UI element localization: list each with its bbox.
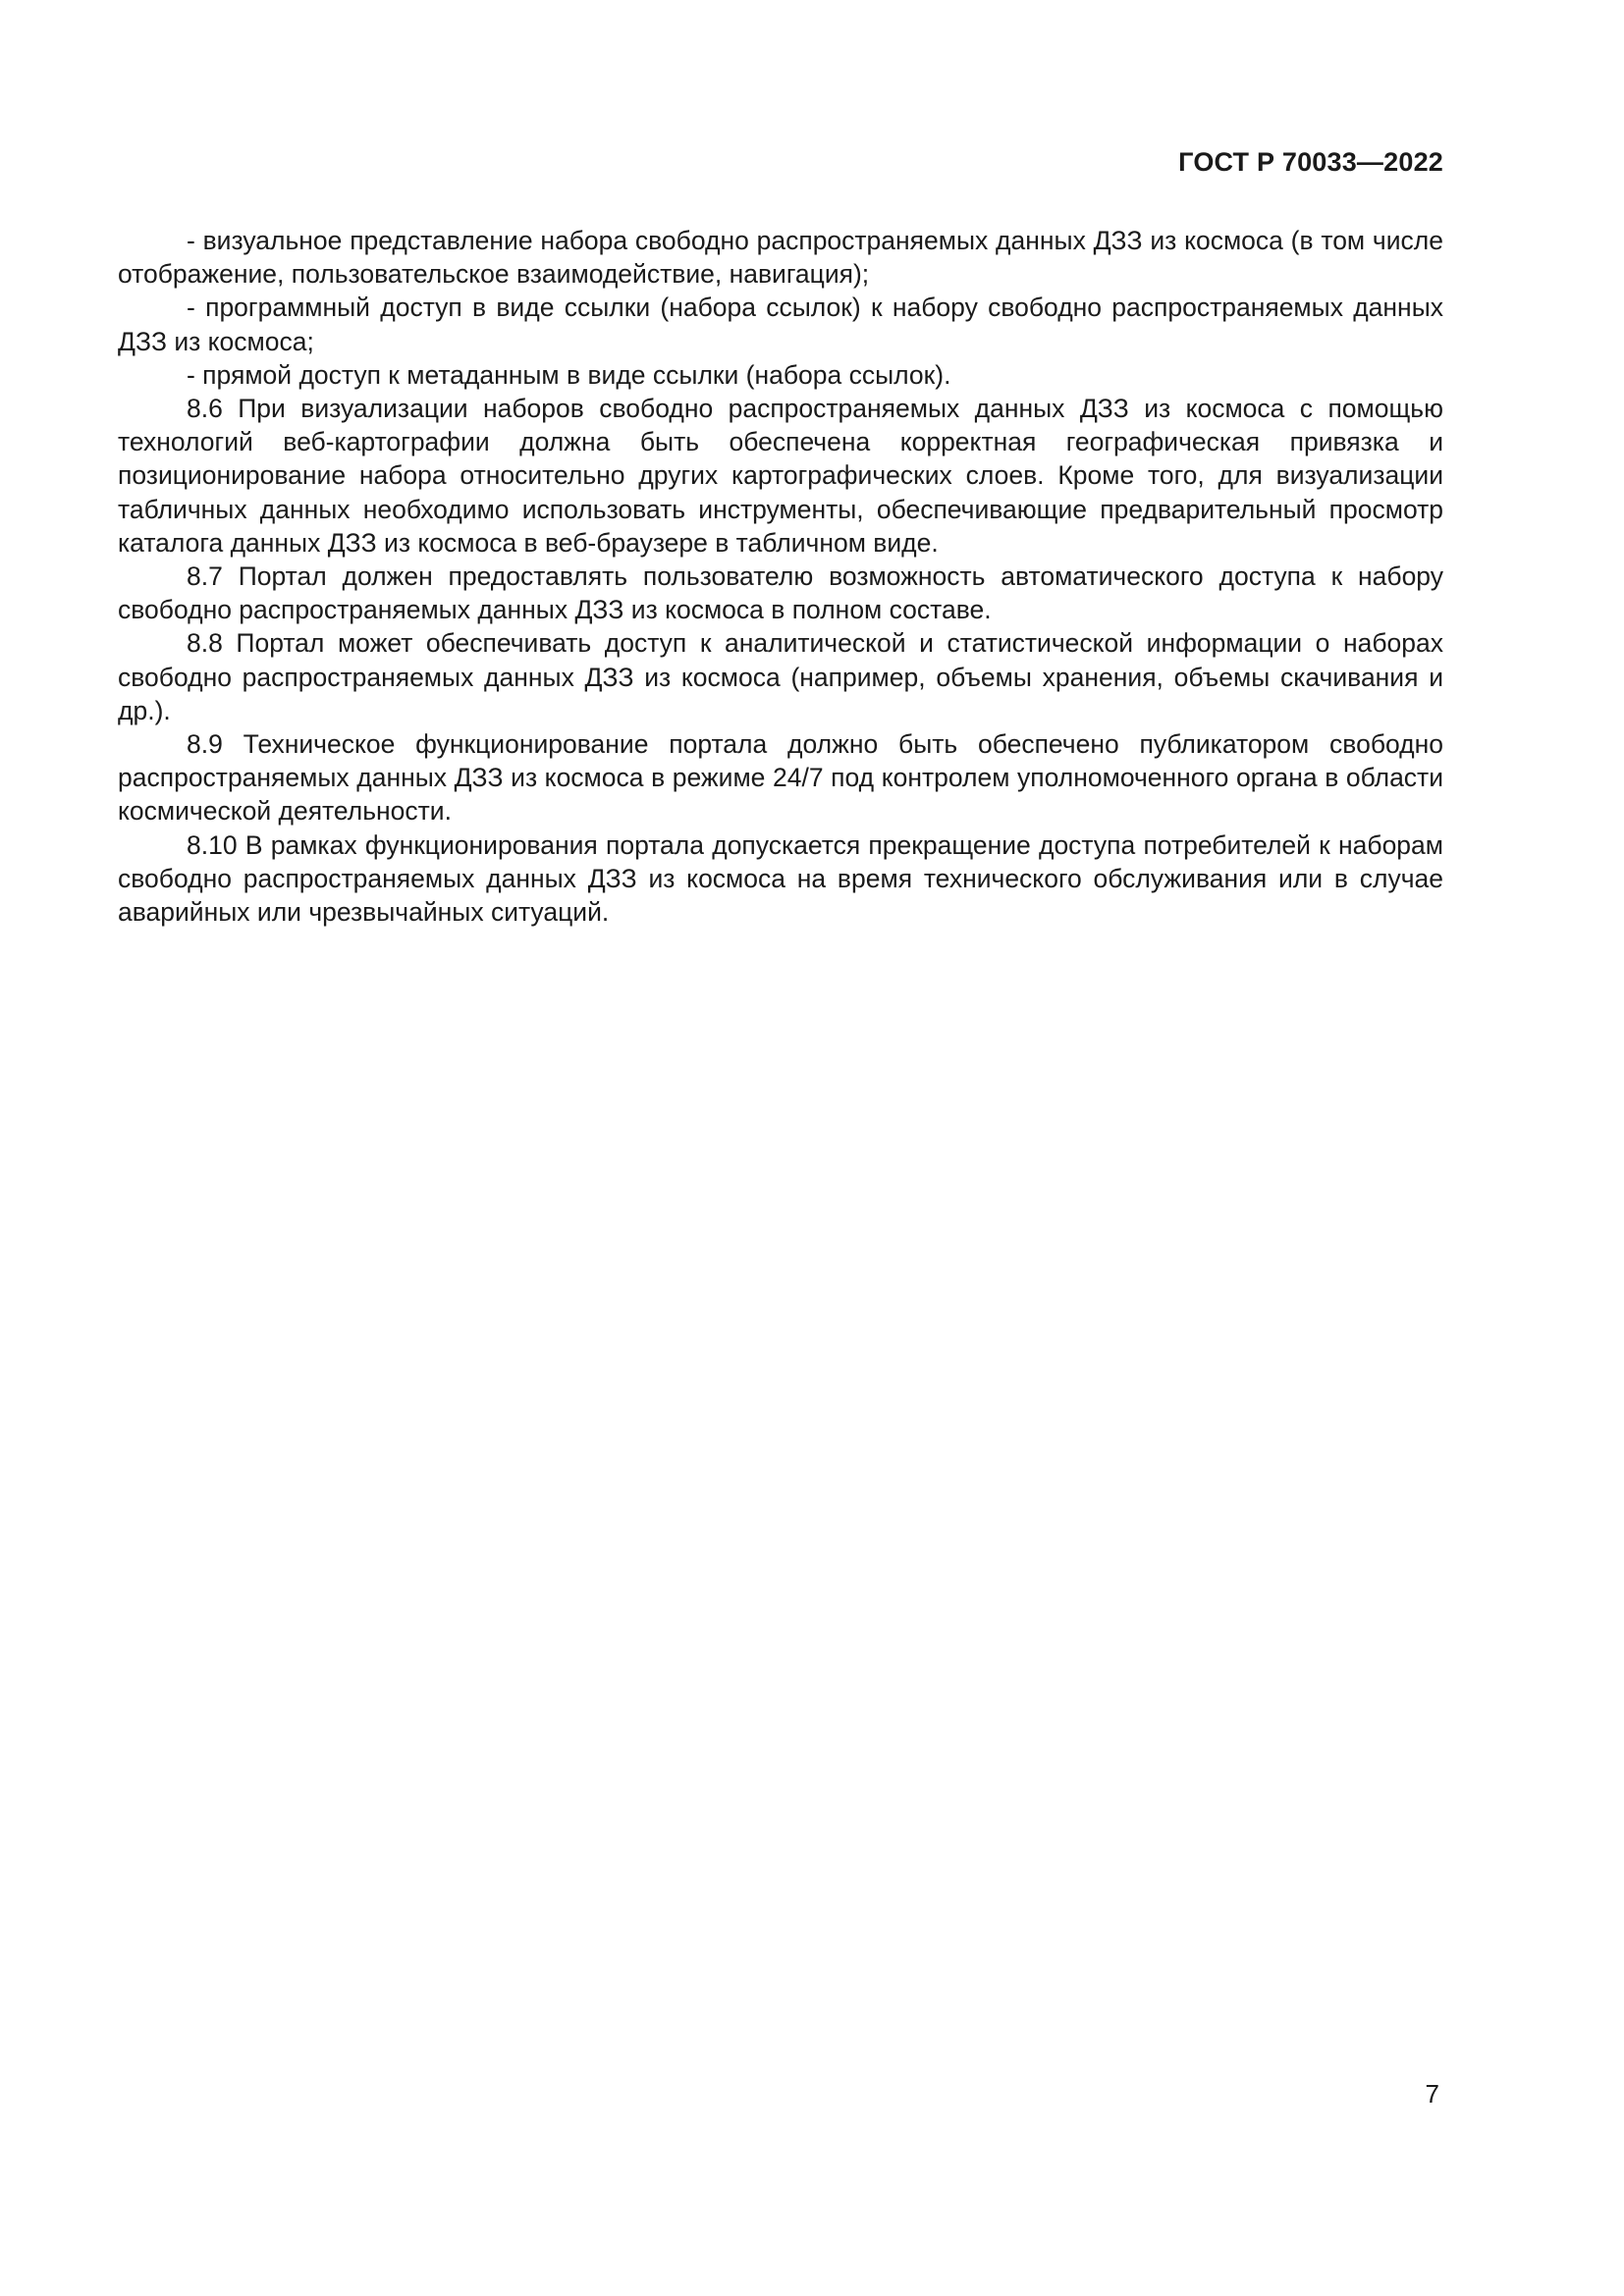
clause-8-8: 8.8 Портал может обеспечивать доступ к аналитической и статистической информации о наборах свободно распространяемых данных ДЗЗ из космоса (например, объемы хранения, объемы скачивания и др.). bbox=[118, 628, 1443, 725]
list-item-metadata-access: - прямой доступ к метаданным в виде ссылки (набора ссылок). bbox=[187, 359, 951, 390]
clause-8-6: 8.6 При визуализации наборов свободно распространяемых данных ДЗЗ из космоса с помощью технологий веб-картографии должна быть обеспечена корректная географическая привязка и позиционирование набора относительно других картографических слоев. Кроме того, для визуализации табличных данных необходимо использовать инструменты, обеспечивающие предварительный просмотр каталога данных ДЗЗ из космоса в веб-браузере в табличном виде. bbox=[118, 394, 1443, 558]
page-number: 7 bbox=[1425, 2079, 1439, 2109]
list-item-visual-representation: - визуальное представление набора свободно распространяемых данных ДЗЗ из космоса (в том числе отображение, пользовательское взаимодействие, навигация); bbox=[118, 226, 1443, 290]
list-item-programmatic-access: - программный доступ в виде ссылки (набора ссылок) к набору свободно распространяемых данных ДЗЗ из космоса; bbox=[118, 293, 1443, 356]
clause-8-7: 8.7 Портал должен предоставлять пользователю возможность автоматического доступа к набору свободно распространяемых данных ДЗЗ из космоса в полном составе. bbox=[118, 561, 1443, 625]
document-designation: ГОСТ Р 70033—2022 bbox=[1178, 147, 1443, 177]
document-body bbox=[118, 224, 1443, 929]
clause-8-9: 8.9 Техническое функционирование портала должно быть обеспечено публикатором свободно распространяемых данных ДЗЗ из космоса в режиме 24/7 под контролем уполномоченного органа в области космической деятельности. bbox=[118, 729, 1443, 827]
clause-8-10: 8.10 В рамках функционирования портала допускается прекращение доступа потребителей к наборам свободно распространяемых данных ДЗЗ из космоса на время технического обслуживания или в случае аварийных или чрезвычайных ситуаций. bbox=[118, 829, 1443, 928]
